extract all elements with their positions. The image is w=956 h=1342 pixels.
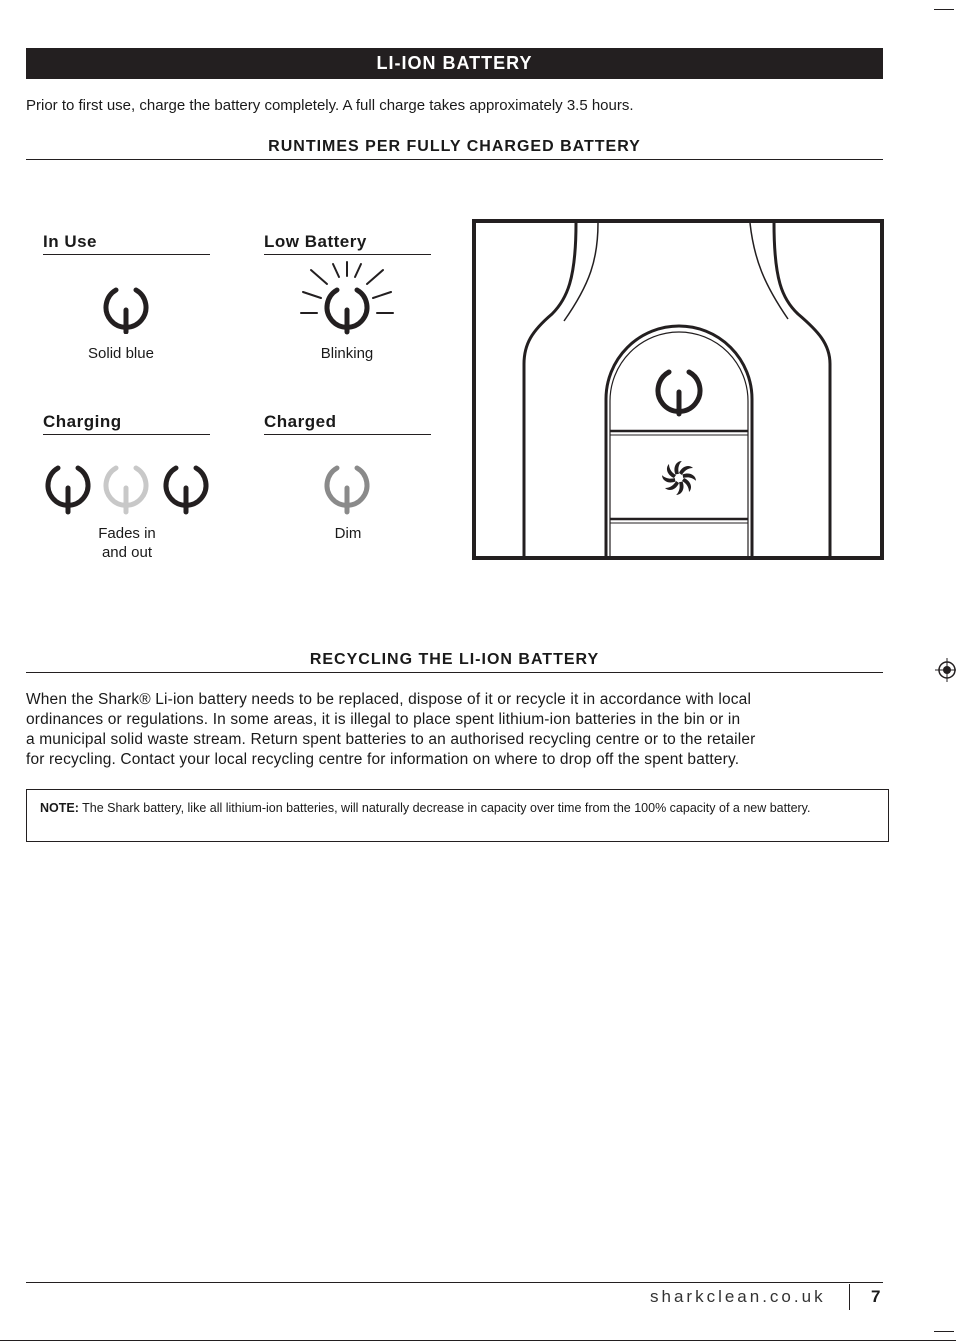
power-icon [100,282,152,334]
power-icon [652,364,706,418]
footer-separator [849,1284,850,1310]
note-label: NOTE: [40,801,79,815]
dim-power-icon [321,460,373,516]
recycling-line: a municipal solid waste stream. Return spent batteries to an authorised recycling centre or to the retailer [26,731,756,748]
intro-text: Prior to first use, charge the battery completely. A full charge takes approximately 3.5 hours. [26,97,634,114]
power-icon [160,460,212,516]
fan-icon [656,455,702,501]
status-caption-charged: Dim [334,525,362,542]
section-title-bar [26,48,883,79]
recycling-line: for recycling. Contact your local recycling centre for information on where to drop off the spent battery. [26,751,740,768]
recycling-line: ordinances or regulations. In some areas, it is illegal to place spent lithium-ion batteries in the bin or in [26,711,741,728]
status-caption-low-battery: Blinking [320,345,374,362]
crop-mark [934,1331,954,1332]
note-box [26,789,889,842]
status-caption-charging-line2: and out [101,544,153,561]
status-caption-charging-line1: Fades in [98,525,156,542]
crop-mark [934,9,954,10]
status-caption-charging [67,524,187,562]
page-number: 7 [871,1287,881,1306]
runtimes-heading: RUNTIMES PER FULLY CHARGED BATTERY [26,138,883,160]
status-label-in-use: In Use [43,232,210,255]
status-label-low-battery: Low Battery [264,232,431,255]
recycling-paragraph [26,690,886,770]
status-label-charging: Charging [43,412,210,435]
registration-mark-icon [935,658,956,682]
section-title: LI-ION BATTERY [376,53,533,73]
power-icon [42,460,94,516]
recycling-line: When the Shark® Li-ion battery needs to be replaced, dispose of it or recycle it in accordance with local [26,691,752,708]
faded-power-icon [100,460,152,516]
recycling-heading: RECYCLING THE LI-ION BATTERY [26,651,883,673]
note-text: The Shark battery, like all lithium-ion batteries, will naturally decrease in capacity over time from the 100% capacity of a new battery. [82,801,811,815]
page-bottom-rule [0,1340,956,1341]
status-caption-in-use: Solid blue [88,345,154,362]
status-label-charged: Charged [264,412,431,435]
blinking-power-icon [297,258,397,338]
footer-rule [26,1282,883,1283]
footer-url: sharkclean.co.uk [650,1287,826,1306]
